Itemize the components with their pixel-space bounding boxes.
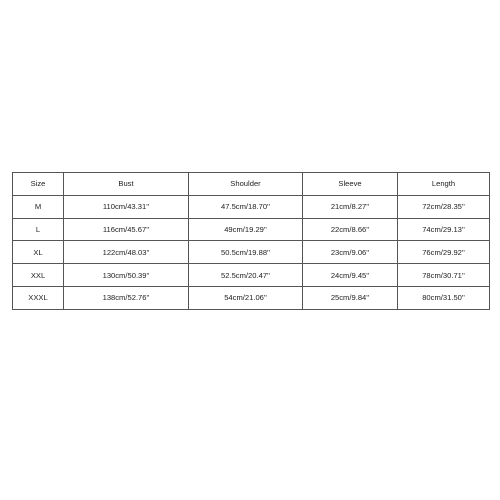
shoulder-cell: 49cm/19.29'' [189,219,303,242]
length-cell: 74cm/29.13'' [398,219,489,242]
table-row [13,241,489,264]
size-cell: M [13,196,64,219]
shoulder-cell: 47.5cm/18.70'' [189,196,303,219]
bust-cell: 138cm/52.76'' [64,287,189,309]
size-cell: XL [13,241,64,264]
shoulder-cell: 50.5cm/19.88'' [189,241,303,264]
bust-cell: 122cm/48.03'' [64,241,189,264]
length-cell: 76cm/29.92'' [398,241,489,264]
header-sleeve: Sleeve [303,173,398,196]
header-shoulder: Shoulder [189,173,303,196]
sleeve-cell: 21cm/8.27'' [303,196,398,219]
header-row [13,173,489,196]
sleeve-cell: 24cm/9.45'' [303,264,398,287]
bust-cell: 110cm/43.31'' [64,196,189,219]
table-row [13,196,489,219]
table-row [13,264,489,287]
bust-cell: 130cm/50.39'' [64,264,189,287]
sleeve-cell: 22cm/8.66'' [303,219,398,242]
sleeve-cell: 23cm/9.06'' [303,241,398,264]
length-cell: 72cm/28.35'' [398,196,489,219]
header-length: Length [398,173,489,196]
size-cell: XXL [13,264,64,287]
header-size: Size [13,173,64,196]
length-cell: 78cm/30.71'' [398,264,489,287]
table-row [13,219,489,242]
size-chart-table [12,172,490,310]
length-cell: 80cm/31.50'' [422,293,465,303]
shoulder-cell: 52.5cm/20.47'' [189,264,303,287]
bust-cell: 116cm/45.67'' [64,219,189,242]
size-cell: XXXL [13,287,64,309]
sleeve-cell: 25cm/9.84'' [303,287,398,309]
header-bust: Bust [64,173,189,196]
size-cell: L [13,219,64,242]
table-row [13,287,489,309]
shoulder-cell: 54cm/21.06'' [189,287,303,309]
